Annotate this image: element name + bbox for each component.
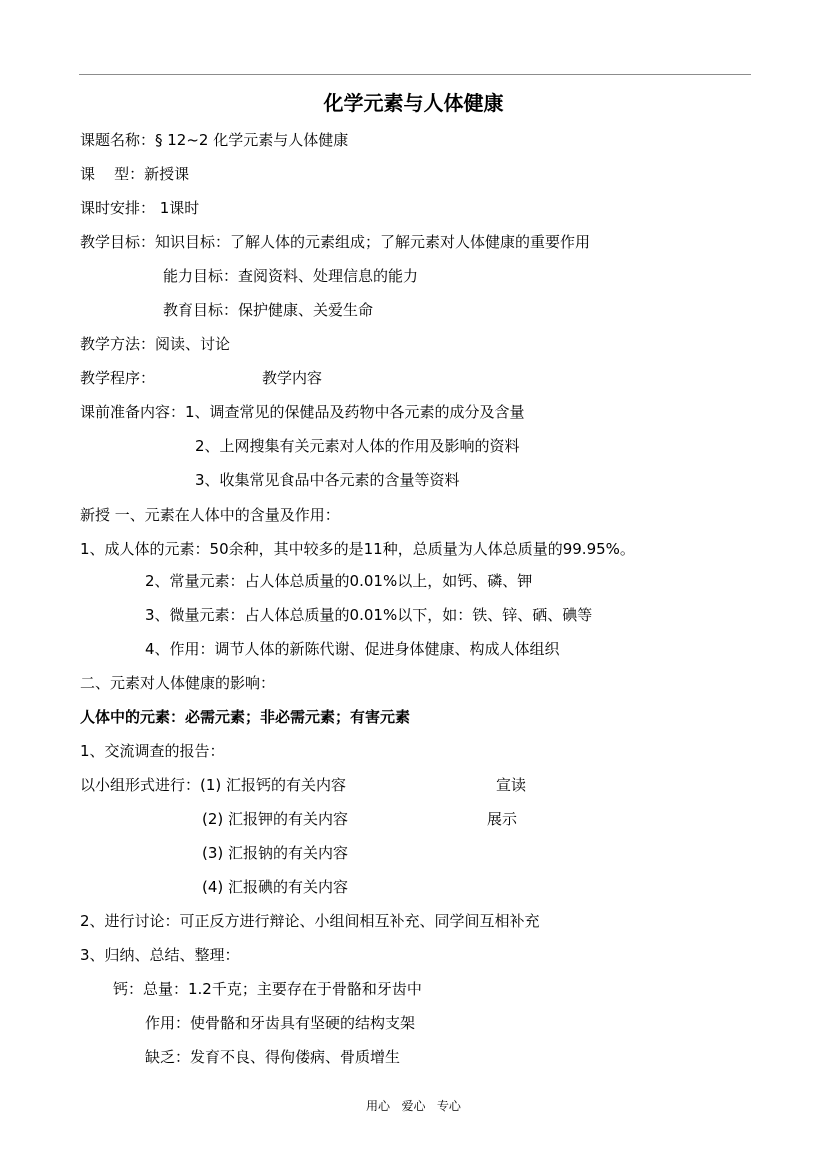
prep-item-3: 3、收集常见食品中各元素的含量等资料 — [195, 471, 460, 489]
procedure-label: 教学程序： — [80, 369, 156, 387]
course-type: 课 型：新授课 — [80, 165, 190, 183]
group-item-2-note: 展示 — [487, 810, 518, 828]
procedure-content: 教学内容 — [262, 369, 323, 387]
element-types-bold: 人体中的元素：必需元素；非必需元素；有害元素 — [80, 708, 411, 726]
discussion: 2、进行讨论：可正反方进行辩论、小组间相互补充、同学间互相补充 — [80, 912, 540, 930]
summary: 3、归纳、总结、整理： — [80, 946, 240, 964]
goal-education: 教育目标：保护健康、关爱生命 — [163, 301, 374, 319]
group-item-2: (2) 汇报钾的有关内容 — [202, 810, 349, 828]
group-item-4: (4) 汇报碘的有关内容 — [202, 878, 349, 896]
course-name: 课题名称：§ 12~2 化学元素与人体健康 — [80, 131, 349, 149]
calcium-total: 钙：总量：1.2千克；主要存在于骨骼和牙齿中 — [113, 980, 422, 998]
element-item-3: 3、微量元素：占人体总质量的0.01%以下，如：铁、锌、硒、碘等 — [145, 606, 593, 624]
prep-item-2: 2、上网搜集有关元素对人体的作用及影响的资料 — [195, 437, 520, 455]
group-item-1: 以小组形式进行：(1) 汇报钙的有关内容 — [80, 776, 347, 794]
section-2-heading: 二、元素对人体健康的影响： — [80, 674, 276, 692]
new-section-1: 新授 一、元素在人体中的含量及作用： — [80, 506, 340, 524]
element-item-2: 2、常量元素：占人体总质量的0.01%以上，如钙、磷、钾 — [145, 572, 533, 590]
goal-ability: 能力目标：查阅资料、处理信息的能力 — [163, 267, 419, 285]
page-title: 化学元素与人体健康 — [323, 91, 504, 115]
group-item-1-note: 宣读 — [496, 776, 527, 794]
exchange-report: 1、交流调查的报告： — [80, 742, 225, 760]
goal-knowledge: 教学目标：知识目标：了解人体的元素组成；了解元素对人体健康的重要作用 — [80, 233, 591, 251]
element-item-1: 1、成人体的元素：50余种，其中较多的是11种，总质量为人体总质量的99.95%。 — [80, 540, 635, 558]
prep-item-1: 课前准备内容：1、调查常见的保健品及药物中各元素的成分及含量 — [80, 403, 525, 421]
header-rule — [79, 74, 751, 75]
calcium-effect: 作用：使骨骼和牙齿具有坚硬的结构支架 — [145, 1014, 416, 1032]
group-item-3: (3) 汇报钠的有关内容 — [202, 844, 349, 862]
calcium-deficiency: 缺乏：发育不良、得佝偻病、骨质增生 — [145, 1048, 401, 1066]
teaching-method: 教学方法：阅读、讨论 — [80, 335, 231, 353]
page-footer: 用心 爱心 专心 — [366, 1099, 461, 1113]
course-hours: 课时安排： 1课时 — [80, 199, 200, 217]
element-item-4: 4、作用：调节人体的新陈代谢、促进身体健康、构成人体组织 — [145, 640, 560, 658]
